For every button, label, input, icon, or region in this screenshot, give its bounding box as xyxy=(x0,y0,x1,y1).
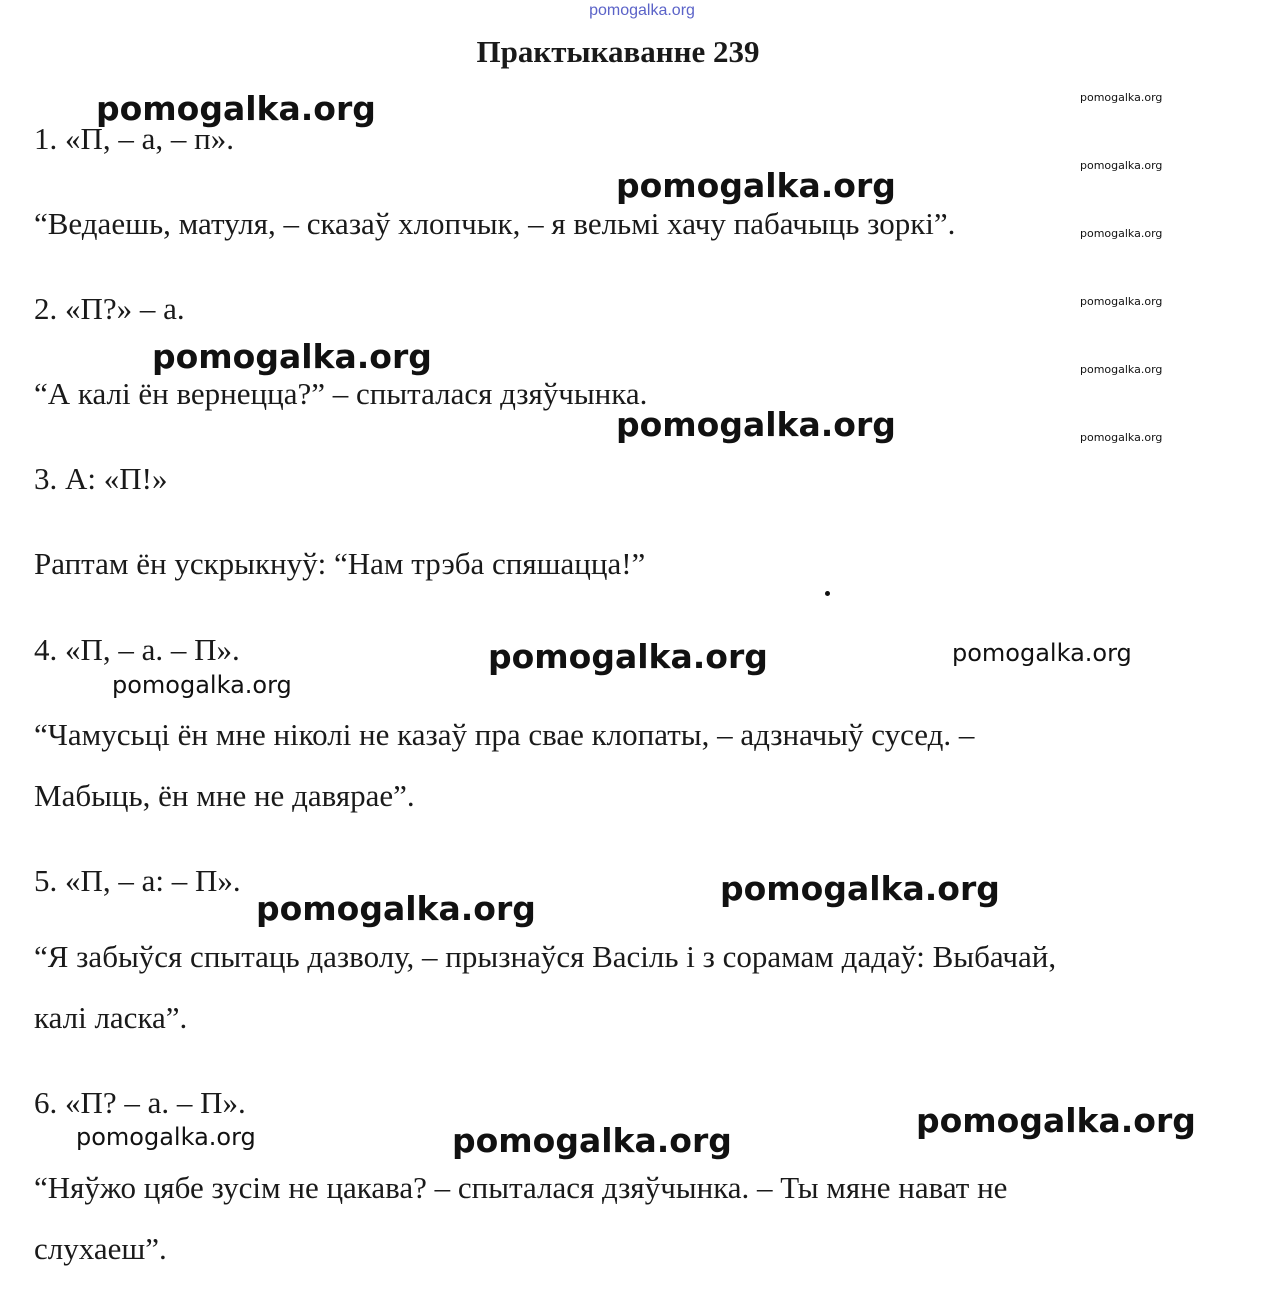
watermark-small: pomogalka.org xyxy=(1080,363,1163,376)
scheme-4: 4. «П, – а. – П». xyxy=(34,632,240,667)
watermark-small: pomogalka.org xyxy=(1080,431,1163,444)
example-5-line-1: “Я забыўся спытаць дазволу, – прызнаўся Васіль і з сорамам дадаў: Выбачай, xyxy=(34,939,1057,974)
watermark-medium: pomogalka.org xyxy=(112,671,292,699)
page-title: Практыкаванне 239 xyxy=(476,34,760,69)
site-watermark-header[interactable]: pomogalka.org xyxy=(589,2,695,19)
watermark-small: pomogalka.org xyxy=(1080,295,1163,308)
watermark-medium: pomogalka.org xyxy=(76,1123,256,1151)
watermark-medium: pomogalka.org xyxy=(952,639,1132,667)
watermark-large: pomogalka.org xyxy=(96,89,376,128)
watermark-large: pomogalka.org xyxy=(720,869,1000,908)
watermark-large: pomogalka.org xyxy=(616,405,896,444)
scheme-5: 5. «П, – а: – П». xyxy=(34,863,241,898)
watermark-large: pomogalka.org xyxy=(616,166,896,205)
scheme-1: 1. «П, – а, – п». xyxy=(34,121,234,156)
watermark-large: pomogalka.org xyxy=(488,637,768,676)
watermark-large: pomogalka.org xyxy=(452,1121,732,1160)
watermark-large: pomogalka.org xyxy=(916,1101,1196,1140)
example-6-line-1: “Няўжо цябе зусім не цакава? – спыталася дзяўчынка. – Ты мяне нават не xyxy=(34,1170,1008,1205)
watermark-small: pomogalka.org xyxy=(1080,159,1163,172)
example-2-line-1: “А калі ён вернецца?” – спыталася дзяўчынка. xyxy=(34,376,648,411)
example-4-line-2: Мабыць, ён мне не давярае”. xyxy=(34,778,415,813)
scheme-6: 6. «П? – а. – П». xyxy=(34,1085,246,1120)
stray-dot xyxy=(825,591,830,596)
watermark-small: pomogalka.org xyxy=(1080,91,1163,104)
example-4-line-1: “Чамусьці ён мне ніколі не казаў пра свае клопаты, – адзначыў сусед. – xyxy=(34,717,975,752)
watermark-small: pomogalka.org xyxy=(1080,227,1163,240)
scheme-2: 2. «П?» – а. xyxy=(34,291,185,326)
watermark-large: pomogalka.org xyxy=(152,337,432,376)
example-6-line-2: слухаеш”. xyxy=(34,1231,167,1266)
example-3-line-1: Раптам ён ускрыкнуў: “Нам трэба спяшацца!” xyxy=(34,546,646,581)
example-1-line-1: “Ведаешь, матуля, – сказаў хлопчык, – я вельмі хачу пабачыць зоркі”. xyxy=(34,206,956,241)
watermark-large: pomogalka.org xyxy=(256,889,536,928)
example-5-line-2: калі ласка”. xyxy=(34,1000,188,1035)
scheme-3: 3. А: «П!» xyxy=(34,461,168,496)
